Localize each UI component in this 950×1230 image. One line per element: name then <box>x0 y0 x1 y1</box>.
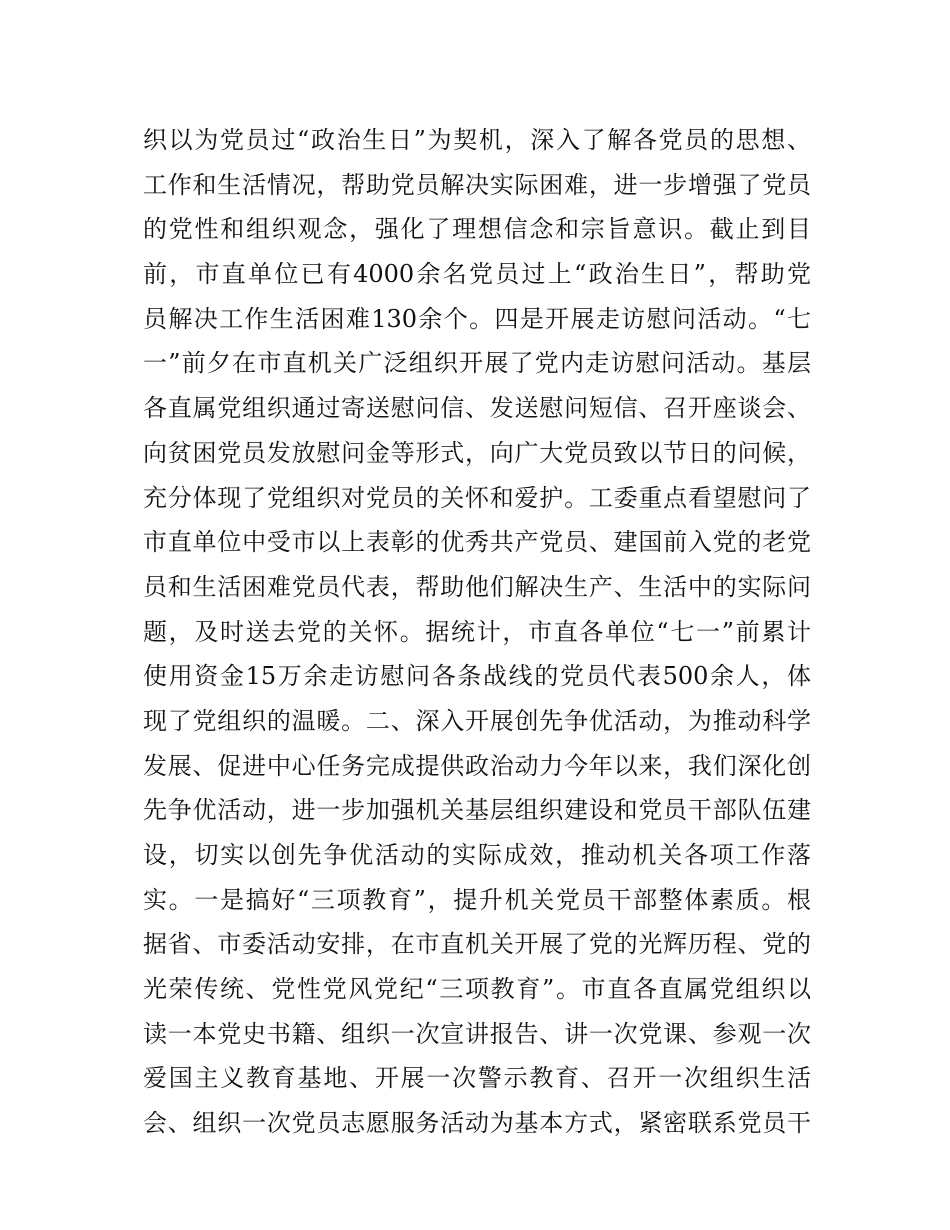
text-line: 工作和生活情况，帮助党员解决实际困难，进一步增强了党员 <box>143 170 811 199</box>
text-line: 充分体现了党组织对党员的关怀和爱护。工委重点看望慰问了 <box>143 483 811 512</box>
text-line: 设，切实以创先争优活动的实际成效，推动机关各项工作落 <box>143 841 811 869</box>
text-line: 读一本党史书籍、组织一次宣讲报告、讲一次党课、参观一次 <box>143 1019 811 1048</box>
text-line: 员解决工作生活困难130余个。四是开展走访慰问活动。“七 <box>143 304 811 333</box>
text-line: 发展、促进中心任务完成提供政治动力今年以来，我们深化创 <box>143 751 811 780</box>
text-line: 现了党组织的温暖。二、深入开展创先争优活动，为推动科学 <box>143 706 811 735</box>
text-line: 各直属党组织通过寄送慰问信、发送慰问短信、召开座谈会、 <box>143 394 811 423</box>
text-line: 据省、市委活动安排，在市直机关开展了党的光辉历程、党的 <box>143 930 811 959</box>
text-line: 光荣传统、党性党风党纪“三项教育”。市直各直属党组织以 <box>143 975 811 1004</box>
text-line: 向贫困党员发放慰问金等形式，向广大党员致以节日的问候， <box>143 438 811 467</box>
text-line: 题，及时送去党的关怀。据统计，市直各单位“七一”前累计 <box>143 617 811 646</box>
text-line: 爱国主义教育基地、开展一次警示教育、召开一次组织生活 <box>143 1064 811 1093</box>
body-text <box>143 118 811 1146</box>
text-line: 市直单位中受市以上表彰的优秀共产党员、建国前入党的老党 <box>143 528 811 557</box>
text-line: 实。一是搞好“三项教育”，提升机关党员干部整体素质。根 <box>143 885 811 914</box>
text-line: 员和生活困难党员代表，帮助他们解决生产、生活中的实际问 <box>143 572 811 601</box>
text-line: 使用资金15万余走访慰问各条战线的党员代表500余人，体 <box>143 662 811 691</box>
text-line: 一”前夕在市直机关广泛组织开展了党内走访慰问活动。基层 <box>143 349 811 378</box>
text-line: 前，市直单位已有4000余名党员过上“政治生日”，帮助党 <box>143 260 811 289</box>
text-line: 织以为党员过“政治生日”为契机，深入了解各党员的思想、 <box>143 126 811 154</box>
text-line: 会、组织一次党员志愿服务活动为基本方式，紧密联系党员干 <box>143 1109 811 1138</box>
text-line: 先争优活动，进一步加强机关基层组织建设和党员干部队伍建 <box>143 796 811 825</box>
text-line: 的党性和组织观念，强化了理想信念和宗旨意识。截止到目 <box>143 215 811 244</box>
